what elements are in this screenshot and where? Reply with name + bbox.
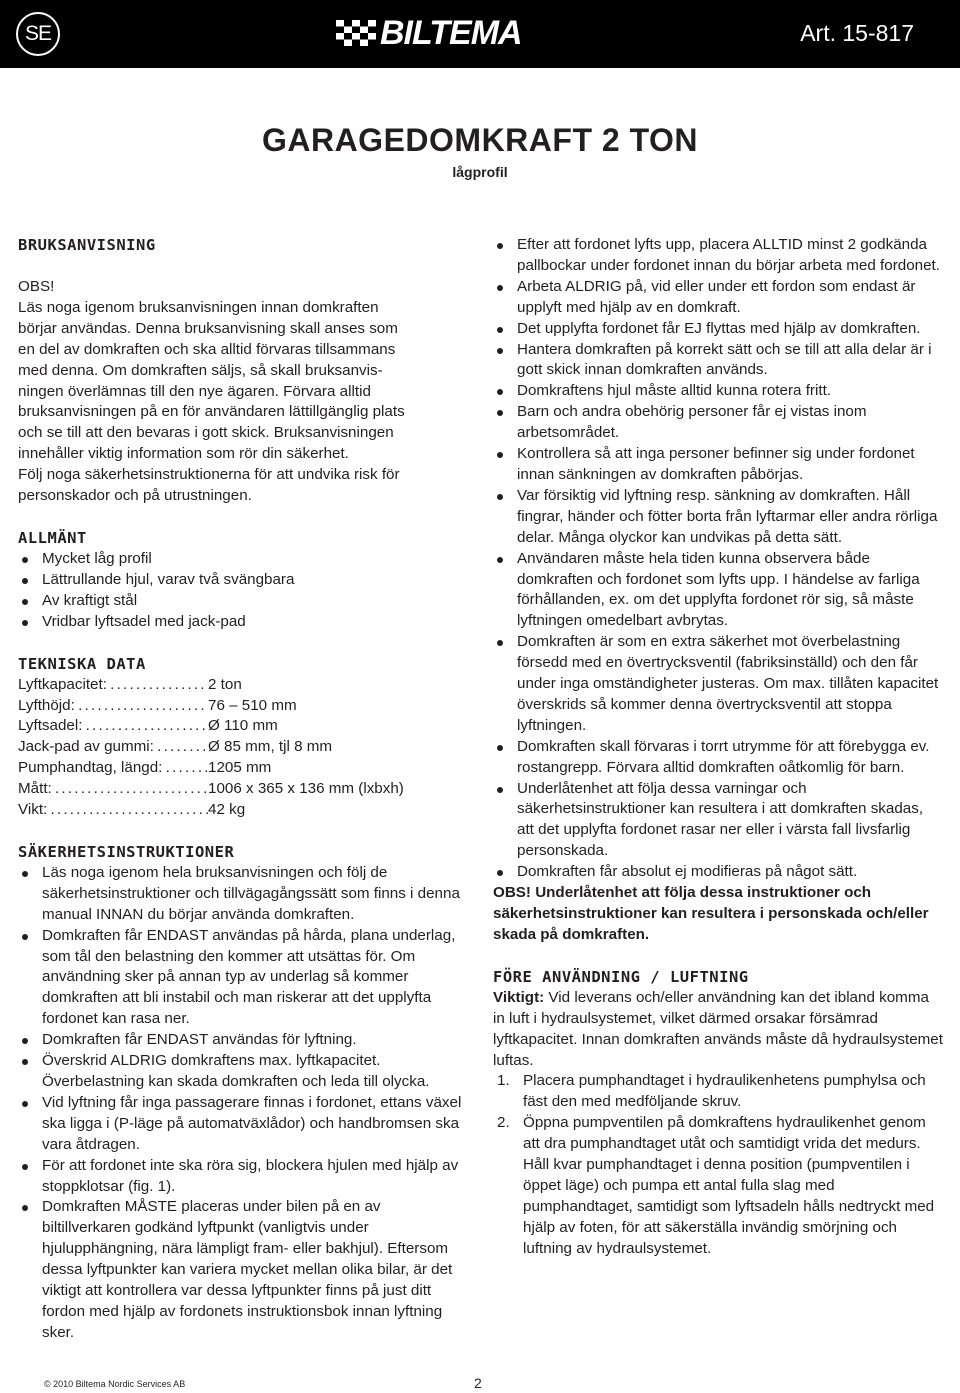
spec-label: Vikt: . . . (18, 800, 208, 821)
step-number: 1. (497, 1072, 510, 1090)
spec-value: 76 – 510 mm (208, 696, 297, 714)
intro-line: Läs noga igenom bruksanvisningen innan domkraften (18, 298, 379, 316)
intro-line: Följ noga säkerhetsinstruktionerna för att undvika risk för (18, 466, 400, 484)
page-number: 2 (474, 1375, 482, 1391)
article-number: Art. 15-817 (800, 20, 914, 46)
viktigt-label: Viktigt: (493, 988, 545, 1006)
intro-text (18, 298, 473, 507)
spec-table (18, 675, 473, 821)
list-item: Domkraftens hjul måste alltid kunna rotera fritt. (493, 381, 943, 402)
safety-continued-list (493, 235, 943, 883)
spec-row (18, 675, 473, 696)
list-item: Underlåtenhet att följa dessa varningar och säkerhetsinstruktioner kan resultera i att domkraften skadas, att det upplyfta fordonet rasar ner eller i värsta fall livsfarlig personskada. (493, 779, 943, 863)
biltema-logo (336, 16, 522, 50)
list-item: Läs noga igenom hela bruksanvisningen och följ de säkerhetsinstruktioner och tillvägagångssätt som finns i denna manual INNAN du börjar använda domkraften. (18, 863, 473, 926)
list-item: Domkraften MÅSTE placeras under bilen på en av biltillverkaren godkänd lyftpunkt (vanligtvis under hjulupphängning, nära lämpligt fram- eller bakhjul). Eftersom dessa lyftpunkter kan variera mycket mellan olika bilar, är det viktigt att kontrollera var dessa lyftpunkter finns på just ditt fordon med hjälp av fordonets instruktionsbok innan lyftning sker. (18, 1197, 473, 1343)
spec-value: 42 kg (208, 801, 246, 819)
list-item: Hantera domkraften på korrekt sätt och se till att alla delar är i gott skick innan domkraften används. (493, 340, 943, 382)
spec-label: Pumphandtag, längd: . . . (18, 758, 208, 779)
list-item: Domkraften får ENDAST användas för lyftning. (18, 1030, 473, 1051)
spec-label: Jack-pad av gummi: . . . (18, 737, 208, 758)
spec-row (18, 779, 473, 800)
allmant-list (18, 549, 473, 633)
step-item (493, 1071, 943, 1113)
steps-list (493, 1071, 943, 1259)
intro-line: och se till att den bevaras i gott skick. Bruksanvisningen (18, 424, 394, 442)
list-item: Vid lyftning får inga passagerare finnas i fordonet, ettans växel ska ligga i (P-läge på automatväxlådor) och handbromsen ska vara åtdragen. (18, 1093, 473, 1156)
list-item: Lättrullande hjul, varav två svängbara (18, 570, 473, 591)
brand-name: BILTEMA (380, 14, 522, 52)
spec-label: Lyfthöjd: . . . (18, 696, 208, 717)
list-item: Efter att fordonet lyfts upp, placera ALLTID minst 2 godkända pallbockar under fordonet innan du börjar arbeta med fordonet. (493, 235, 943, 277)
viktigt-paragraph (493, 988, 943, 1072)
spec-row (18, 716, 473, 737)
list-item: Domkraften får ENDAST användas på hårda, plana underlag, som tål den belastning den kommer att utsättas för. Om användning sker på annan typ av underlag så kommer domkraften att bli instabil och man riskerar att det upplyfta fordonet kan rasa ner. (18, 926, 473, 1031)
checkered-flag-icon (336, 20, 376, 46)
right-column (493, 235, 943, 1260)
header-bar (0, 0, 960, 68)
list-item: För att fordonet inte ska röra sig, blockera hjulen med hjälp av stoppklotsar (fig. 1). (18, 1156, 473, 1198)
allmant-heading: ALLMÄNT (18, 528, 87, 547)
intro-line: en del av domkraften och ska alltid förvaras tillsammans (18, 340, 396, 358)
page-title: GARAGEDOMKRAFT 2 TON (261, 122, 699, 158)
intro-line: bruksanvisningen på en för användaren lättillgänglig plats (18, 403, 405, 421)
left-column (18, 235, 473, 1344)
sakerhet-list (18, 863, 473, 1344)
spec-row (18, 758, 473, 779)
list-item: Användaren måste hela tiden kunna observera både domkraften och fordonet som lyfts upp. I händelse av farliga förhållanden, ex. om det upplyfta fordonet rör sig, så måste lyftningen omedelbart avbrytas. (493, 549, 943, 633)
spec-label: Mått: . . . (18, 779, 208, 800)
fore-anvandning-heading: FÖRE ANVÄNDNING / LUFTNING (493, 967, 749, 986)
sakerhet-heading: SÄKERHETSINSTRUKTIONER (18, 842, 235, 861)
intro-line: innehåller viktig information som rör din säkerhet. (18, 445, 349, 463)
obs-label: OBS! (18, 278, 55, 295)
list-item: Vridbar lyftsadel med jack-pad (18, 612, 473, 633)
spec-label: Lyftkapacitet: . . . (18, 675, 208, 696)
spec-value: Ø 85 mm, tjl 8 mm (208, 738, 333, 756)
spec-row (18, 800, 473, 821)
step-number: 2. (497, 1114, 510, 1132)
spec-row (18, 737, 473, 758)
spec-value: 1006 x 365 x 136 mm (lxbxh) (208, 780, 404, 798)
tekniska-data-heading: TEKNISKA DATA (18, 654, 146, 673)
list-item: Domkraften är som en extra säkerhet mot överbelastning försedd med en övertrycksventil (fabriksinställd) och den får under inga omständigheter justeras. Om max. tillåten kapacitet överskrids så kommer denna övertrycksventil att stoppa lyftningen. (493, 632, 943, 737)
step-text: Öppna pumpventilen på domkraftens hydraulikenhet genom att dra pumphandtaget utåt och samtidigt vrida det medurs. Håll kvar pumphandtaget i denna position (pumpventilen i öppet läge) och pumpa ett antal fulla slag med pumphandtaget, samtidigt som lyftsadeln hålls nedtryckt med hjälp av foten, för att säkerställa invändig smörjning och luftning av hydraulsystemet. (523, 1114, 935, 1257)
list-item: Mycket låg profil (18, 549, 473, 570)
spec-value: 1205 mm (208, 759, 272, 777)
language-badge: SE (16, 12, 60, 56)
list-item: Överskrid ALDRIG domkraftens max. lyftkapacitet. Överbelastning kan skada domkraften och leda till olycka. (18, 1051, 473, 1093)
list-item: Barn och andra obehörig personer får ej vistas inom arbetsområdet. (493, 402, 943, 444)
list-item: Domkraften får absolut ej modifieras på något sätt. (493, 862, 943, 883)
step-item (493, 1113, 943, 1259)
intro-line: personskador och på utrustningen. (18, 487, 252, 505)
intro-line: börjar användas. Denna bruksanvisning skall anses som (18, 319, 398, 337)
spec-label: Lyftsadel: . . . (18, 716, 208, 737)
page-subtitle: lågprofil (452, 164, 508, 180)
obs-warning: OBS! Underlåtenhet att följa dessa instruktioner och säkerhetsinstruktioner kan resultera i personskada och/eller skada på domkraften. (493, 884, 929, 943)
list-item: Av kraftigt stål (18, 591, 473, 612)
step-text: Placera pumphandtaget i hydraulikenhetens pumphylsa och fäst den med medföljande skruv. (523, 1072, 926, 1111)
spec-row (18, 696, 473, 717)
intro-line: med denna. Om domkraften säljs, så skall bruksanvis- (18, 361, 383, 379)
list-item: Var försiktig vid lyftning resp. sänkning av domkraften. Håll fingrar, händer och fötter borta från lyftarmar eller andra rörliga delar. Många olyckor kan undvikas på detta sätt. (493, 486, 943, 549)
list-item: Kontrollera så att inga personer befinner sig under fordonet innan sänkningen av domkraften påbörjas. (493, 444, 943, 486)
list-item: Arbeta ALDRIG på, vid eller under ett fordon som endast är upplyft med hjälp av en domkraft. (493, 277, 943, 319)
list-item: Det upplyfta fordonet får EJ flyttas med hjälp av domkraften. (493, 319, 943, 340)
bruksanvisning-heading: BRUKSANVISNING (18, 236, 156, 254)
viktigt-text: Vid leverans och/eller användning kan det ibland komma in luft i hydraulsystemet, vilket därmed orsakar försämrad lyftkapacitet. Innan domkraften används måste då hydraulsystemet luftas. (493, 988, 943, 1069)
spec-value: 2 ton (208, 675, 242, 693)
copyright-footer: © 2010 Biltema Nordic Services AB (44, 1379, 186, 1389)
spec-value: Ø 110 mm (208, 717, 278, 735)
list-item: Domkraften skall förvaras i torrt utrymme för att förebygga ev. rostangrepp. Förvara alltid domkraften oåtkomlig för barn. (493, 737, 943, 779)
intro-line: ningen överlämnas till den nye ägaren. Förvara alltid (18, 382, 371, 400)
